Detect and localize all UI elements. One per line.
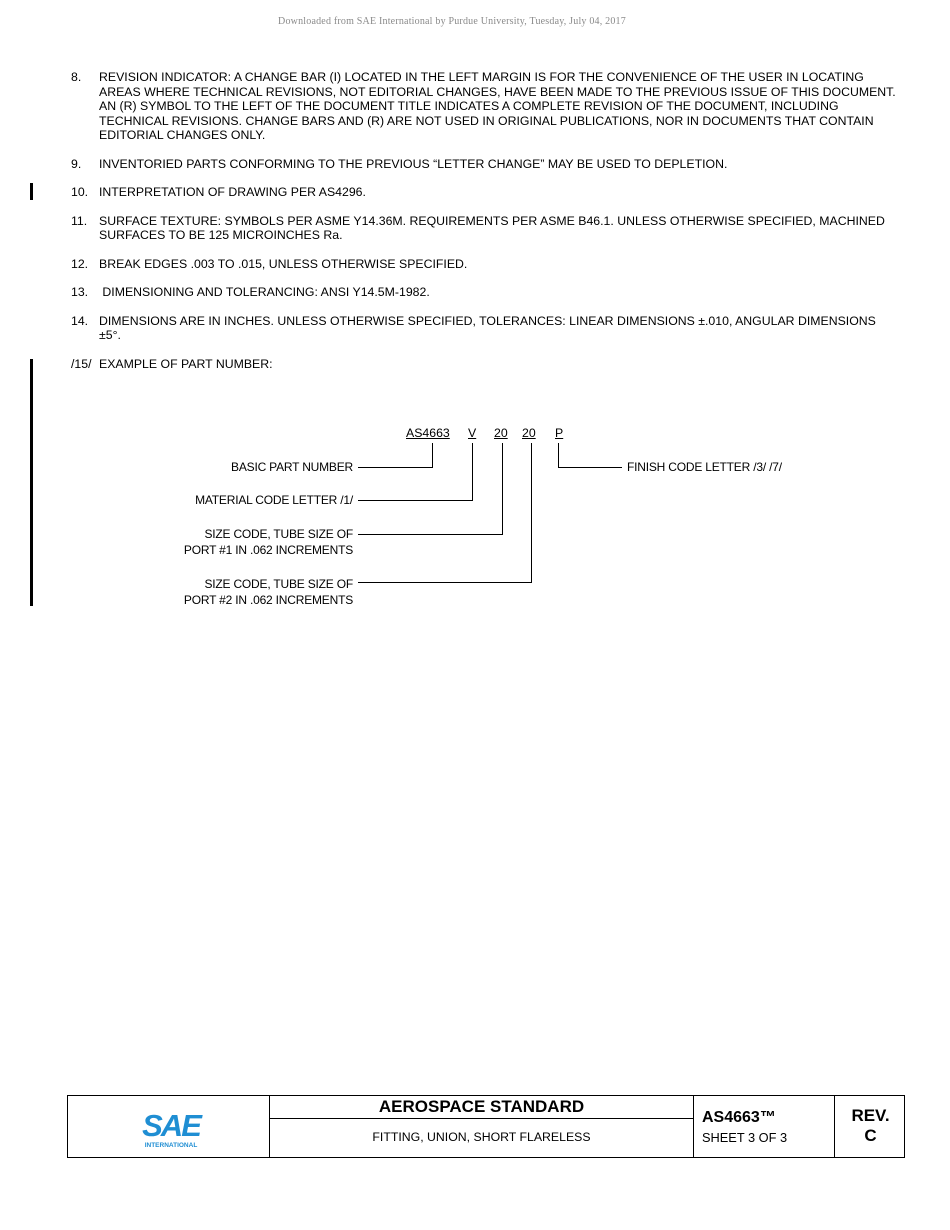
note-number: 10. bbox=[71, 185, 89, 199]
note-number: 12. bbox=[71, 256, 89, 271]
doc-number-cell bbox=[694, 1096, 835, 1157]
pn-finish: P bbox=[555, 426, 564, 440]
label-material-code: MATERIAL CODE LETTER /1/ bbox=[195, 493, 353, 507]
label-size-code-2 bbox=[130, 576, 353, 608]
leader-size1-h bbox=[358, 534, 503, 535]
label-line: SIZE CODE, TUBE SIZE OF bbox=[204, 577, 353, 591]
pn-material: V bbox=[468, 426, 477, 440]
note-text: INTERPRETATION OF DRAWING PER AS4296. bbox=[99, 185, 366, 199]
note-10 bbox=[71, 185, 901, 200]
logo-cell bbox=[68, 1096, 270, 1157]
sheet-number: SHEET 3 OF 3 bbox=[702, 1130, 788, 1145]
note-text: BREAK EDGES .003 TO .015, UNLESS OTHERWISE SPECIFIED. bbox=[99, 256, 468, 271]
note-11 bbox=[71, 214, 901, 243]
leader-finish-h bbox=[558, 467, 622, 468]
note-14 bbox=[71, 314, 901, 343]
pn-size-2: 20 bbox=[522, 426, 536, 440]
notes-list bbox=[71, 70, 901, 385]
download-watermark: Downloaded from SAE International by Purdue University, Tuesday, July 04, 2017 bbox=[278, 16, 626, 27]
revision-value: C bbox=[864, 1126, 877, 1145]
note-8 bbox=[71, 70, 901, 143]
label-line: SIZE CODE, TUBE SIZE OF bbox=[204, 527, 353, 541]
pn-basic: AS4663 bbox=[406, 426, 450, 440]
leader-material-h bbox=[358, 500, 473, 501]
label-line: PORT #2 IN .062 INCREMENTS bbox=[183, 593, 353, 607]
revision bbox=[835, 1106, 906, 1146]
note-text: INVENTORIED PARTS CONFORMING TO THE PREVIOUS “LETTER CHANGE” MAY BE USED TO DEPLETION. bbox=[99, 156, 728, 171]
note-text: EXAMPLE OF PART NUMBER: bbox=[99, 356, 273, 371]
note-text: DIMENSIONS ARE IN INCHES. UNLESS OTHERWISE SPECIFIED, TOLERANCES: LINEAR DIMENSIONS ±.010, ANGULAR DIMENSIONS ±5°. bbox=[99, 313, 876, 342]
note-15 bbox=[71, 357, 901, 372]
leader-size2-v bbox=[531, 443, 532, 582]
leader-size2-h bbox=[358, 582, 532, 583]
note-12 bbox=[71, 257, 901, 272]
logo-subtext: INTERNATIONAL bbox=[144, 1142, 198, 1149]
leader-basic-h bbox=[358, 467, 433, 468]
label-line: PORT #1 IN .062 INCREMENTS bbox=[183, 543, 353, 557]
label-finish-code: FINISH CODE LETTER /3/ /7/ bbox=[627, 460, 782, 474]
pn-size-1: 20 bbox=[494, 426, 508, 440]
note-number: 8. bbox=[71, 70, 82, 84]
leader-finish-v bbox=[558, 443, 559, 467]
note-number: 14. bbox=[71, 313, 89, 328]
note-number: 9. bbox=[71, 156, 82, 171]
revision-cell bbox=[835, 1096, 906, 1157]
leader-basic-v bbox=[432, 443, 433, 467]
sae-logo bbox=[138, 1106, 204, 1150]
leader-size1-v bbox=[502, 443, 503, 534]
standard-type: AEROSPACE STANDARD bbox=[270, 1096, 693, 1119]
note-9 bbox=[71, 157, 901, 172]
logo-wordmark: SAE bbox=[142, 1108, 200, 1143]
title-block bbox=[67, 1095, 905, 1158]
revision-label: REV. bbox=[851, 1106, 890, 1125]
note-text: SURFACE TEXTURE: SYMBOLS PER ASME Y14.36M. REQUIREMENTS PER ASME B46.1. UNLESS OTHERWISE SPECIFIED, MACHINED SURFACES TO BE 125 MICROINCHES Ra. bbox=[99, 213, 885, 242]
note-number: /15/ bbox=[71, 356, 92, 371]
document-title: FITTING, UNION, SHORT FLARELESS bbox=[372, 1130, 591, 1144]
note-13 bbox=[71, 285, 901, 300]
note-number: 11. bbox=[71, 213, 88, 228]
title-cell bbox=[270, 1096, 694, 1157]
note-text: REVISION INDICATOR: A CHANGE BAR (I) LOCATED IN THE LEFT MARGIN IS FOR THE CONVENIENCE OF THE USER IN LOCATING AREAS WHERE TECHNICAL REVISIONS, NOT EDITORIAL CHANGES, HAVE BEEN MADE TO THE PREVIOUS ISSUE OF THIS DOCUMENT. AN (R) SYMBOL TO THE LEFT OF THE DOCUMENT TITLE INDICATES A COMPLETE REVISION OF THE DOCUMENT, INCLUDING TECHNICAL REVISIONS. CHANGE BARS AND (R) ARE NOT USED IN ORIGINAL PUBLICATIONS, NOR IN DOCUMENTS THAT CONTAIN EDITORIAL CHANGES ONLY. bbox=[99, 70, 896, 142]
label-basic-part-number: BASIC PART NUMBER bbox=[231, 460, 353, 474]
note-number: 13. bbox=[71, 285, 89, 299]
document-number: AS4663™ bbox=[702, 1109, 776, 1126]
note-text: DIMENSIONING AND TOLERANCING: ANSI Y14.5M-1982. bbox=[99, 285, 430, 299]
label-size-code-1 bbox=[130, 526, 353, 558]
change-bar-note-10 bbox=[30, 183, 33, 200]
part-number-diagram bbox=[0, 420, 950, 620]
leader-material-v bbox=[472, 443, 473, 500]
